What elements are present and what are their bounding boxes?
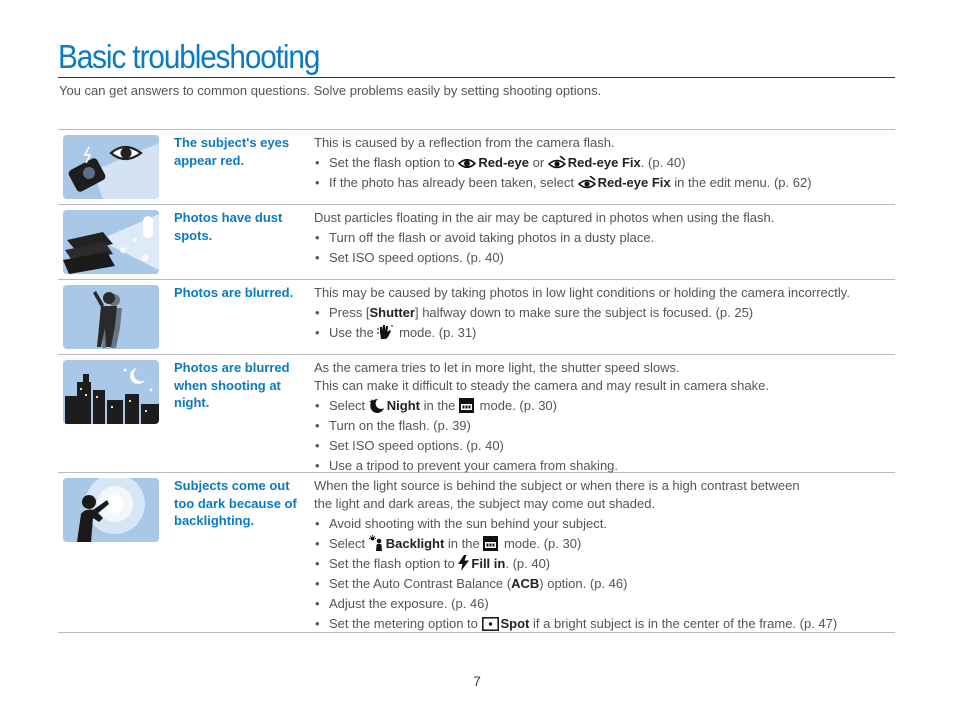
question-blurred: Photos are blurred. bbox=[174, 285, 294, 300]
scene-mode-icon bbox=[483, 536, 498, 551]
table-row bbox=[58, 130, 895, 205]
answer-blurred bbox=[314, 280, 895, 345]
list-item: • Avoid shooting with the sun behind your subject. bbox=[314, 515, 889, 533]
list-item: • Select Backlight in the mode. (p. 30) bbox=[314, 535, 889, 553]
table-row bbox=[58, 473, 895, 633]
troubleshooting-table bbox=[58, 129, 895, 633]
answer-dust bbox=[314, 205, 895, 270]
list-item: • Set the flash option to Fill in. (p. 40) bbox=[314, 555, 889, 573]
description: When the light source is behind the subject or when there is a high contrast between bbox=[314, 478, 800, 493]
list-item: • Set ISO speed options. (p. 40) bbox=[314, 437, 889, 455]
question-night: Photos are blurred when shooting at night. bbox=[174, 360, 290, 410]
list-item: • Set ISO speed options. (p. 40) bbox=[314, 249, 889, 267]
question-dust: Photos have dust spots. bbox=[174, 210, 283, 243]
fill-in-flash-icon bbox=[458, 555, 469, 571]
intro-text: You can get answers to common questions. Solve problems easily by setting shooting options. bbox=[59, 83, 602, 98]
list-item: • Turn off the flash or avoid taking photos in a dusty place. bbox=[314, 229, 889, 247]
table-row bbox=[58, 205, 895, 280]
red-eye-fix-icon bbox=[548, 156, 566, 170]
hand-stabilizer-icon bbox=[377, 324, 393, 340]
page-number: 7 bbox=[473, 673, 481, 689]
table-row bbox=[58, 280, 895, 355]
description: This can make it difficult to steady the camera and may result in camera shake. bbox=[314, 377, 769, 393]
list-item: • Adjust the exposure. (p. 46) bbox=[314, 595, 889, 613]
answer-backlight bbox=[314, 473, 895, 635]
list-item: • Use the mode. (p. 31) bbox=[314, 324, 889, 342]
spot-metering-icon bbox=[482, 617, 499, 631]
description: Dust particles floating in the air may be captured in photos when using the flash. bbox=[314, 210, 775, 225]
list-item: • Set the Auto Contrast Balance (ACB) option. (p. 46) bbox=[314, 575, 889, 593]
red-eye-icon bbox=[458, 157, 476, 170]
backlight-illustration bbox=[63, 478, 159, 542]
red-eye-fix-icon bbox=[578, 176, 596, 190]
list-item: • Turn on the flash. (p. 39) bbox=[314, 417, 889, 435]
description: the light and dark areas, the subject may come out shaded. bbox=[314, 495, 656, 511]
list-item: • Set the metering option to Spot if a bright subject is in the center of the frame. (p. 47) bbox=[314, 615, 889, 633]
scene-mode-icon bbox=[459, 398, 474, 413]
list-item: • If the photo has already been taken, select Red-eye Fix in the edit menu. (p. 62) bbox=[314, 174, 889, 192]
answer-night bbox=[314, 355, 895, 477]
question-red-eye: The subject's eyes appear red. bbox=[174, 135, 290, 168]
backlight-icon bbox=[369, 535, 384, 551]
red-eye-illustration bbox=[63, 135, 159, 199]
answer-red-eye bbox=[314, 130, 895, 195]
night-scene-illustration bbox=[63, 360, 159, 424]
table-row bbox=[58, 355, 895, 473]
night-scene-icon bbox=[369, 398, 385, 413]
question-backlight: Subjects come out too dark because of backlighting. bbox=[174, 478, 297, 528]
page-title: Basic troubleshooting bbox=[58, 38, 320, 75]
blurred-photo-illustration bbox=[63, 285, 159, 349]
list-item: • Set the flash option to Red-eye or Red-eye Fix. (p. 40) bbox=[314, 154, 889, 172]
dust-spots-illustration bbox=[63, 210, 159, 274]
description: This may be caused by taking photos in low light conditions or holding the camera incorrectly. bbox=[314, 285, 850, 300]
description: As the camera tries to let in more light, the shutter speed slows. bbox=[314, 360, 680, 375]
list-item: • Select Night in the mode. (p. 30) bbox=[314, 397, 889, 415]
list-item: • Press [Shutter] halfway down to make sure the subject is focused. (p. 25) bbox=[314, 304, 889, 322]
title-divider bbox=[58, 77, 895, 78]
description: This is caused by a reflection from the camera flash. bbox=[314, 135, 615, 150]
list-item: • Use a tripod to prevent your camera from shaking. bbox=[314, 457, 889, 475]
